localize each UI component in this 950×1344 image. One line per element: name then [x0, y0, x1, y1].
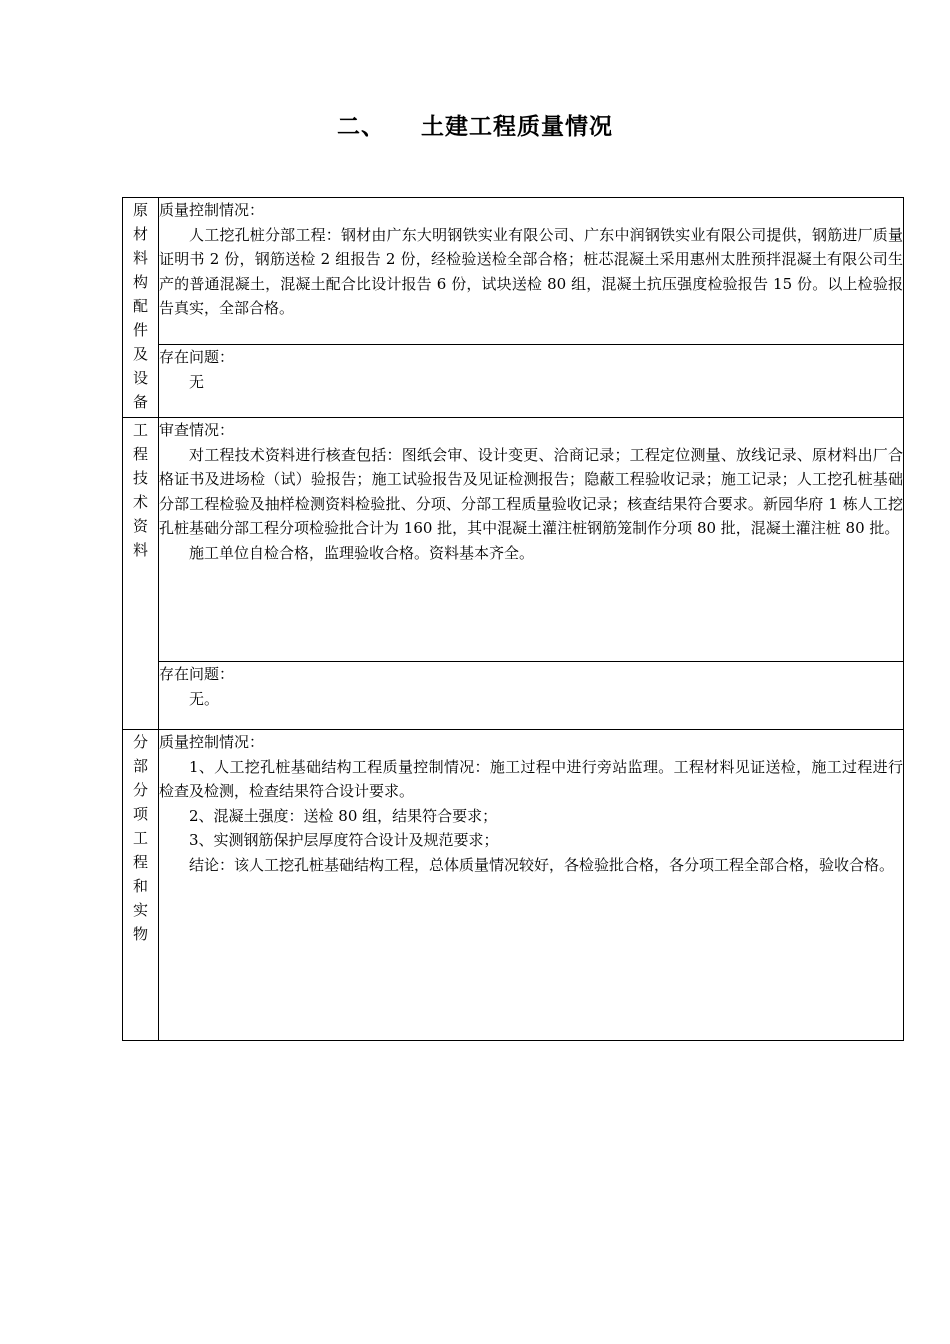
section-label-materials: 原 材 料 构 配 件 及 设 备 — [132, 201, 148, 411]
paragraph: 人工挖孔桩分部工程：钢材由广东大明钢铁实业有限公司、广东中润钢铁实业有限公司提供，钢筋进厂质量证明书 2 份，钢筋送检 2 组报告 2 份，经检验送检全部合格；桩芯混凝土采用惠州太胜预拌混凝土有限公司生产的普通混凝土，混凝土配合比设计报告 6 份，试块送检 80 组，混凝土抗压强度检验报告 15 份。以上检验报告真实，全部合格。 — [159, 225, 903, 317]
row-heading: 存在问题： — [159, 348, 235, 366]
content-cell — [159, 418, 904, 662]
paragraph: 施工单位自检合格，监理验收合格。资料基本齐全。 — [189, 543, 535, 562]
section-label-cell — [123, 730, 159, 1041]
paragraph: 对工程技术资料进行核查包括：图纸会审、设计变更、洽商记录；工程定位测量、放线记录、原材料出厂合格证书及进场检（试）验报告；施工试验报告及见证检测报告；隐蔽工程验收记录；施工记录；人工挖孔桩基础分部工程检验及抽样检测资料检验批、分项、分部工程质量验收记录；核查结果符合要求。新园华府 1 栋人工挖孔桩基础分部工程分项检验批合计为 160 批，其中混凝土灌注桩钢筋笼制作分项 80 批，混凝土灌注桩 80 批。 — [159, 445, 903, 537]
table-row — [123, 418, 904, 662]
table-row — [123, 345, 904, 418]
content-cell — [159, 730, 904, 1041]
section-label-technical-docs: 工 程 技 术 资 料 — [132, 421, 148, 559]
title-number: 二、 — [337, 114, 385, 140]
page-title — [0, 108, 950, 141]
title-text: 土建工程质量情况 — [421, 114, 613, 140]
row-heading: 审查情况： — [159, 421, 235, 439]
row-heading: 质量控制情况： — [159, 733, 265, 751]
content-cell — [159, 198, 904, 345]
row-heading: 质量控制情况： — [159, 201, 265, 219]
content-cell — [159, 345, 904, 418]
paragraph: 2、混凝土强度：送检 80 组，结果符合要求； — [189, 806, 498, 825]
paragraph: 无 — [189, 372, 205, 391]
section-label-cell — [123, 418, 159, 730]
table-row — [123, 198, 904, 345]
paragraph: 无。 — [189, 689, 220, 708]
table-row — [123, 730, 904, 1041]
table-row — [123, 662, 904, 730]
paragraph: 3、实测钢筋保护层厚度符合设计及规范要求； — [189, 831, 499, 849]
content-cell — [159, 662, 904, 730]
section-label-works: 分 部 分 项 工 程 和 实 物 — [132, 733, 148, 943]
section-label-cell — [123, 198, 159, 418]
quality-table — [122, 197, 904, 1041]
paragraph: 1、人工挖孔桩基础结构工程质量控制情况：施工过程中进行旁站监理。工程材料见证送检，施工过程进行检查及检测，检查结果符合设计要求。 — [159, 757, 903, 800]
paragraph: 结论：该人工挖孔桩基础结构工程，总体质量情况较好，各检验批合格，各分项工程全部合格，验收合格。 — [189, 855, 895, 874]
row-heading: 存在问题： — [159, 665, 235, 683]
